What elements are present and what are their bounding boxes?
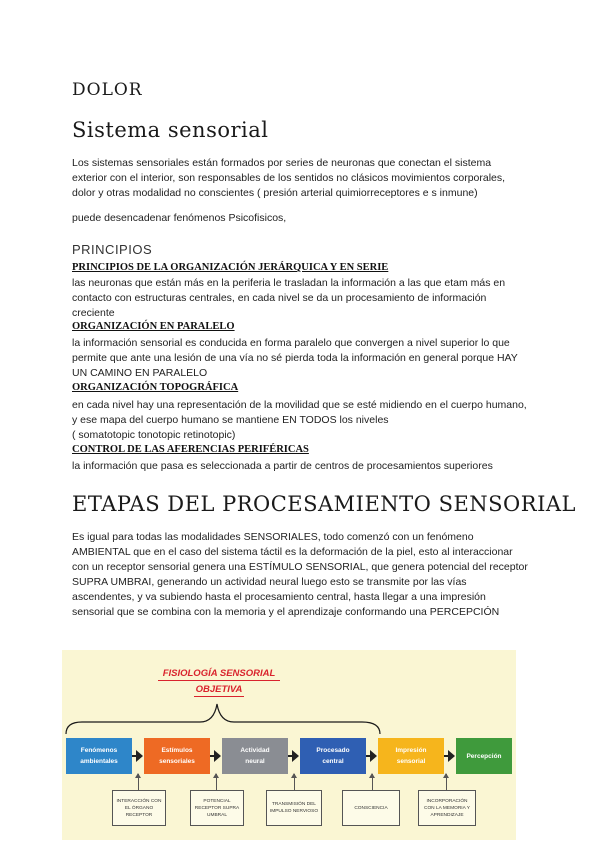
arrow-right-icon [136,750,143,762]
stage-line1: Estímulos [161,747,193,754]
note-consciencia: CONSCIENCIA [342,790,400,826]
paragraph-topografica: en cada nivel hay una representación de la movilidad que se esté midiendo en el cuerpo humano, y ese mapa del cuerpo humano se mantiene EN TODOS los niveles [72,399,527,426]
note-transmision: TRANSMISIÓN DEL IMPULSO NERVIOSO [266,790,322,826]
subheading-paralelo: ORGANIZACIÓN EN PARALELO [72,321,235,332]
note-interaccion: INTERACCIÓN CON EL ÓRGANO RECEPTOR [112,790,166,826]
arrow-up-icon [372,774,373,790]
paragraph-etapas: Es igual para todas las modalidades SENSORIALES, todo comenzó con un fenómeno AMBIENTAL que en el caso del sistema táctil es la deformación de la piel, esto al interaccionar con un receptor sensorial genera una ESTÍMULO SENSORIAL, que genera potencial del receptor SUPRA UMBRAI, generando un actividad neural luego esto se transmite por las vías ascendentes, y va subiendo hasta el procesamiento central, hasta llegar a una impresión sensorial que se combina con la memoria y el aprendizaje conformando una PERCEPCIÓN [72,531,528,618]
arrow-up-icon [446,774,447,790]
arrow-right-icon [370,750,377,762]
paragraph-jerarquica: las neuronas que están más en la periferia le trasladan la información a las que etam más en contacto con estructuras centrales, en cada nivel se da un procesamiento de información creciente [72,277,506,319]
subheading-jerarquica: PRINCIPIOS DE LA ORGANIZACIÓN JERÁRQUICA Y EN SERIE [72,262,389,273]
title-dolor: DOLOR [72,80,143,100]
stage-estimulos-sensoriales [144,738,210,774]
arrow-up-icon [138,774,139,790]
diagram-title-underline [158,680,280,681]
stage-percepcion [456,738,512,774]
paragraph-aferencias: la información que pasa es seleccionada a partir de centros de procesamientos superiores [72,460,493,472]
intro-paragraph: Los sistemas sensoriales están formados por series de neuronas que conectan el sistema exterior con el interior, son responsables de los sentidos no clásicos movimientos corporales, dolor y otras modalidad no conscientes ( presión arterial quimiorreceptores e s inmune) [72,157,506,199]
stage-fenomenos-ambientales [66,738,132,774]
stage-line1: Fenómenos [80,747,118,754]
sensory-physiology-diagram [62,650,516,840]
diagram-title-line2: OBJETIVA [195,684,243,695]
arrow-right-icon [292,750,299,762]
subheading-aferencias: CONTROL DE LAS AFERENCIAS PERIFÉRICAS [72,444,309,455]
stage-procesado-central [300,738,366,774]
title-etapas: ETAPAS DEL PROCESAMIENTO SENSORIAL [72,492,576,516]
stage-line2: ambientales [80,758,118,765]
stage-line2: sensoriales [159,758,195,765]
intro-paragraph-2: puede desencadenar fenómenos Psicofisicos, [72,212,287,224]
stage-line2: neural [245,758,265,765]
arrow-right-icon [214,750,221,762]
diagram-title-line1: FISIOLOGÍA SENSORIAL [162,668,276,679]
curly-brace-icon [62,688,516,738]
note-potencial: POTENCIAL RECEPTOR SUPRA UMBRAL [190,790,244,826]
note-incorporacion: INCORPORACIÓN CON LA MEMORIA Y APRENDIZAJE [418,790,476,826]
title-sistema-sensorial: Sistema sensorial [72,118,269,142]
arrow-up-icon [216,774,217,790]
stage-actividad-neural [222,738,288,774]
stage-line2: central [322,758,344,765]
stage-line2: sensorial [396,758,426,765]
stage-line1: Impresión [395,747,427,754]
stage-line1: Procesado [316,747,350,754]
arrow-up-icon [294,774,295,790]
stage-line1: Actividad [240,747,270,754]
paragraph-paralelo: la información sensorial es conducida en forma paralelo que convergen a nivel superior lo que permite que ante una lesión de una vía no sé pierda toda la información en general porque HAY UN CAMINO EN PARALELO [72,337,518,379]
arrow-right-icon [448,750,455,762]
principios-heading: PRINCIPIOS [72,242,153,257]
subheading-topografica: ORGANIZACIÓN TOPOGRÁFICA [72,382,239,393]
stage-line1: Percepción [466,752,502,760]
paragraph-topografica-2: ( somatotopic tonotopic retinotopic) [72,429,236,441]
stage-impresion-sensorial [378,738,444,774]
